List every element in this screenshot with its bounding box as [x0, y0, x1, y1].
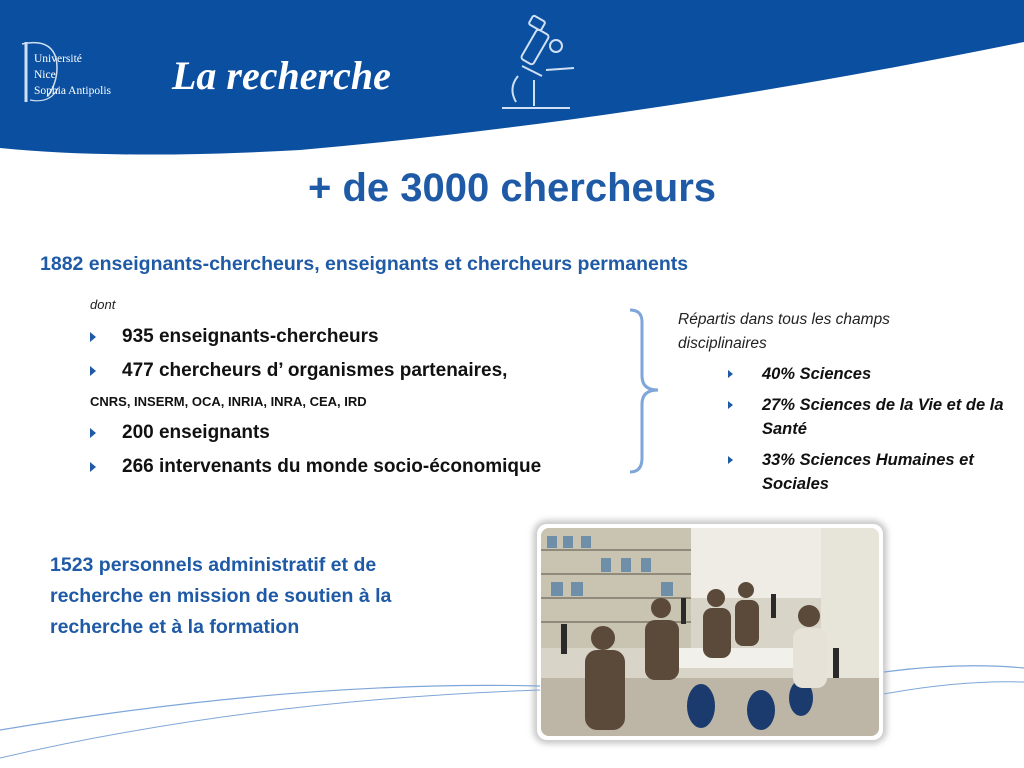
bullet-arrow-icon: [90, 462, 96, 472]
list-item: [728, 448, 1008, 496]
list-item-text: 266 intervenants du monde socio-économique: [122, 456, 542, 477]
list-item-text: 477 chercheurs d’ organismes partenaires,: [122, 360, 508, 381]
bullet-arrow-icon: [728, 401, 733, 409]
bullet-arrow-icon: [728, 370, 733, 378]
page-title: La recherche: [172, 53, 391, 98]
list-item: [90, 324, 507, 358]
list-item: [90, 358, 507, 392]
sciences-list: [728, 362, 1008, 503]
headline: + de 3000 chercheurs: [307, 166, 717, 210]
bullet-arrow-icon: [728, 456, 733, 464]
list-item: [728, 393, 1008, 441]
researcher-list-1: [90, 324, 507, 392]
list-item-text: 200 enseignants: [122, 422, 270, 443]
list-item-text: 40% Sciences: [762, 365, 872, 383]
bullet-arrow-icon: [90, 366, 96, 376]
dont-label: dont: [90, 297, 116, 312]
researcher-list-2: [90, 420, 541, 488]
university-logo: [20, 38, 130, 110]
logo-line-3: Sophia Antipolis: [34, 85, 111, 97]
list-item: [728, 362, 1008, 386]
list-item-text: 935 enseignants-chercheurs: [122, 326, 379, 347]
admin-staff-text: 1523 personnels administratif et de recherche en mission de soutien à la recherche et à la formation: [50, 554, 392, 638]
partners-note: CNRS, INSERM, OCA, INRIA, INRA, CEA, IRD: [90, 394, 367, 409]
subheading: 1882 enseignants-chercheurs, enseignants et chercheurs permanents: [40, 253, 689, 275]
distribution-note: Répartis dans tous les champs disciplinaires: [678, 311, 890, 352]
logo-line-2: Nice: [34, 69, 56, 81]
bullet-arrow-icon: [90, 428, 96, 438]
microscope-icon: [498, 14, 580, 114]
list-item: [90, 420, 541, 454]
decorative-swoosh: [0, 620, 1024, 768]
list-item-text: 33% Sciences Humaines et Sociales: [762, 451, 974, 493]
list-item-text: 27% Sciences de la Vie et de la Santé: [762, 396, 1004, 438]
logo-line-1: Université: [34, 53, 82, 65]
bullet-arrow-icon: [90, 332, 96, 342]
list-item: [90, 454, 541, 488]
right-brace: [628, 306, 668, 476]
